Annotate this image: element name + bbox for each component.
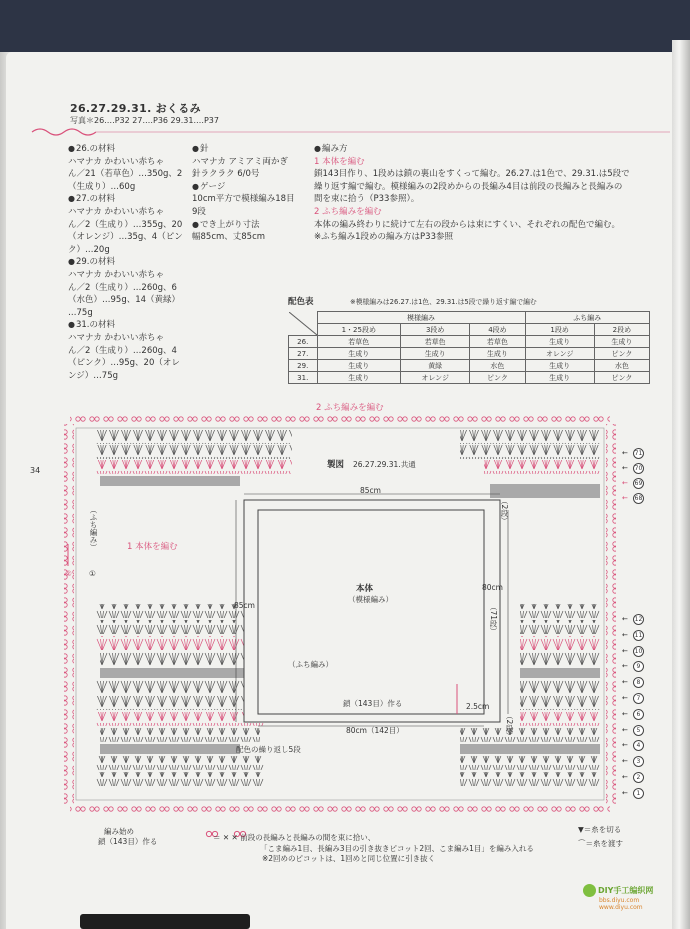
- seizu-title: 製図: [327, 460, 345, 470]
- header-decoration: [30, 126, 670, 138]
- legend-join-text: ＝糸を渡す: [585, 839, 623, 848]
- table-cell: 生成り: [317, 348, 401, 360]
- materials-29-heading: ● 29.の材料: [68, 256, 183, 269]
- dim-bottom-label: 80cm（142目）: [346, 726, 404, 735]
- table-cell: 黄緑: [401, 360, 470, 372]
- table-cell: 生成り: [594, 336, 649, 348]
- stitch-row-pink: [96, 636, 264, 650]
- stitch-row-pink: [520, 712, 600, 726]
- stitch-row-gray: [100, 476, 240, 486]
- table-cell: 生成り: [525, 336, 594, 348]
- row-numbers-bottom: [622, 606, 644, 796]
- photo-reference: 写真＊26.…P32 27.…P36 29.31.…P37: [70, 116, 219, 125]
- row-number: ← 70: [622, 464, 643, 472]
- stitch-row: [96, 430, 292, 444]
- body-name: 本体: [356, 584, 374, 594]
- tools-column: [192, 143, 295, 244]
- row-number: ← 9: [622, 653, 644, 669]
- table-cell: 生成り: [401, 348, 470, 360]
- header-cell: 模様編み: [317, 312, 525, 324]
- row-numbers-top: [622, 440, 644, 500]
- sub-header-cell: 1段め: [525, 324, 594, 336]
- materials-29-line: ハマナカ かわいい赤ちゃ: [68, 269, 165, 280]
- row-number: ← 7: [622, 685, 644, 701]
- materials-26-line: ん／21（若草色）…350g、2: [68, 169, 183, 180]
- row-label: 29.: [289, 360, 318, 372]
- watermark: [583, 884, 653, 911]
- table-cell: 生成り: [317, 372, 401, 384]
- repeat-label: 配色の繰り返し5段: [236, 745, 301, 754]
- stitch-row-pink: [484, 460, 600, 474]
- sub-header-cell: 4段め: [470, 324, 525, 336]
- table-cell: 生成り: [470, 348, 525, 360]
- start-label: 鎖（143目）作る: [98, 837, 158, 846]
- row-number: ← 11: [622, 630, 643, 639]
- edge-picot-right: [606, 424, 616, 804]
- table-cell: オレンジ: [525, 348, 594, 360]
- color-table-title: 配色表: [288, 297, 314, 307]
- row-number: ← 69: [622, 479, 643, 487]
- edge-picot-left: [64, 424, 74, 804]
- stitch-row: [520, 696, 600, 710]
- stitch-row: [520, 680, 600, 694]
- stitch-row: [96, 445, 292, 459]
- method-step1-title: 1 本体を編む: [314, 156, 365, 167]
- legend-cut: [578, 824, 621, 835]
- stitch-row: [96, 680, 264, 694]
- stitch-row-gray: [490, 484, 600, 498]
- edge-2dan-bottom: （2段）: [505, 712, 514, 740]
- materials-27-line: （オレンジ）…35g、4（ピン: [68, 232, 183, 243]
- table-cell: 生成り: [525, 372, 594, 384]
- table-row: [289, 348, 650, 360]
- page-edge: [672, 40, 690, 929]
- table-cell: ピンク: [594, 372, 649, 384]
- tools-size-line: 幅85cm、丈85cm: [192, 232, 266, 243]
- method-step2-line: 本体の編み終わりに続けて左右の段からは束にすくい、それぞれの配色で編む。: [314, 219, 621, 230]
- stitch-row-gray: [460, 744, 600, 754]
- sub-header-cell: 1・25段め: [317, 324, 401, 336]
- table-cell: ピンク: [594, 348, 649, 360]
- watermark-text: DIY手工编织网: [598, 886, 654, 895]
- color-table-note: ※模様編みは26.27.は1色、29.31.は5段で繰り返す編で編む: [350, 298, 537, 306]
- row-number: ← 6: [622, 701, 644, 717]
- sub-header-cell: 3段め: [401, 324, 470, 336]
- legend-line: 「こま編み1目、長編み3目の引き抜きピコット2回、こま編み1目」を編み入れる: [260, 844, 534, 853]
- table-cell: オレンジ: [401, 372, 470, 384]
- materials-27-line: ハマナカ かわいい赤ちゃ: [68, 206, 165, 217]
- sub-header-cell: 2段め: [594, 324, 649, 336]
- row-number: ← 5: [622, 717, 644, 733]
- body-sub: （模様編み）: [348, 595, 393, 604]
- materials-27-line: ク）…20g: [68, 244, 110, 255]
- row-number: ← 8: [622, 669, 644, 685]
- materials-column: [68, 143, 183, 382]
- cut-triangle-icon: ▼: [578, 825, 584, 834]
- method-step1-line: 間を束に拾う（P33参照）。: [314, 194, 420, 205]
- tools-needle-line: 針ラクラク 6/0号: [192, 169, 260, 180]
- row-number: ← 12: [622, 615, 643, 623]
- tools-size-heading: ● でき上がり寸法: [192, 219, 295, 232]
- color-table: [288, 311, 650, 384]
- join-arc-icon: ⌒: [578, 839, 586, 848]
- table-row: [289, 372, 650, 384]
- edge-name: （ふち編み）: [288, 660, 333, 669]
- stitch-row: [96, 756, 264, 770]
- page-number: 34: [30, 466, 41, 475]
- stitch-row: [460, 445, 600, 459]
- dim-right-label: 80cm: [482, 583, 503, 592]
- header-cell: ふち編み: [525, 312, 649, 324]
- materials-26-heading: ● 26.の材料: [68, 143, 183, 156]
- materials-31-heading: ● 31.の材料: [68, 319, 183, 332]
- next-page-edge: [80, 914, 250, 929]
- row-number: ← 1: [622, 780, 644, 796]
- materials-31-line: ンジ）…75g: [68, 370, 118, 381]
- table-cell: 若草色: [470, 336, 525, 348]
- chain-label: 鎖（143目）作る: [343, 699, 403, 708]
- stitch-row-pink: [520, 636, 600, 650]
- edge-2dan-top: （2段）: [500, 497, 509, 525]
- tools-needle-line: ハマナカ アミアミ両かぎ: [192, 156, 289, 167]
- stitch-row: [520, 620, 600, 634]
- method-step2-line: ※ふち編み1段めの編み方はP33参照: [314, 232, 453, 243]
- start-label: 編み始め: [104, 827, 134, 836]
- table-row: [289, 360, 650, 372]
- watermark-logo-icon: [583, 884, 596, 897]
- row-number: ← 4: [622, 732, 644, 748]
- row-label: 27.: [289, 348, 318, 360]
- page-title: 26.27.29.31. おくるみ: [70, 102, 201, 115]
- legend-cut-text: ＝糸を切る: [583, 825, 622, 834]
- stitch-row: [520, 604, 600, 618]
- table-cell: 水色: [470, 360, 525, 372]
- dim-left-label: 85cm: [234, 601, 255, 610]
- left-edge-label: （ふち編み）: [89, 506, 98, 551]
- legend-line: ＝ ✕ ✕ 前段の長編みと長編みの間を束に拾い、: [213, 833, 376, 842]
- table-cell: ピンク: [470, 372, 525, 384]
- table-corner: [289, 312, 318, 336]
- edge-2-5cm: 2.5cm: [466, 702, 490, 711]
- row-label: 31.: [289, 372, 318, 384]
- method-step2-title: 2 ふち編みを編む: [314, 206, 382, 217]
- edge-section-label: 2 ふち編みを編む: [316, 403, 384, 413]
- legend-join: [578, 838, 623, 849]
- materials-29-line: ん／2（生成り）…260g、6: [68, 282, 177, 293]
- method-step1-line: 繰り返す編で編む。模様編みの2段めからの長編み4目は前段の長編みと長編みの: [314, 181, 623, 192]
- table-cell: 若草色: [317, 336, 401, 348]
- stitch-row: [460, 756, 600, 770]
- materials-31-line: ん／2（生成り）…260g、4: [68, 345, 177, 356]
- edge-picot-top: [70, 416, 610, 426]
- materials-29-line: （水色）…95g、14（黄緑）: [68, 295, 181, 306]
- row-number: ← 3: [622, 748, 644, 764]
- stitch-row: [100, 728, 260, 742]
- materials-31-line: （ピンク）…95g、20（オレ: [68, 358, 180, 369]
- stitch-row: [520, 652, 600, 666]
- row-number: ← 71: [622, 449, 643, 457]
- seizu-sub: 26.27.29.31.共通: [353, 460, 416, 469]
- materials-29-line: …75g: [68, 307, 93, 318]
- table-cell: 生成り: [525, 360, 594, 372]
- row-number: ← 68: [622, 494, 643, 502]
- rows-label: （71段）: [489, 603, 498, 636]
- table-cell: 生成り: [317, 360, 401, 372]
- body-section-label: 1 本体を編む: [127, 542, 178, 552]
- crochet-chart: [60, 414, 620, 824]
- stitch-row: [96, 620, 264, 634]
- materials-26-line: （生成り）…60g: [68, 181, 136, 192]
- stitch-row-pink: [96, 460, 292, 474]
- materials-27-line: ん／2（生成り）…355g、20: [68, 219, 183, 230]
- table-cell: 水色: [594, 360, 649, 372]
- materials-26-line: ハマナカ かわいい赤ちゃ: [68, 156, 165, 167]
- table-row: [289, 336, 650, 348]
- materials-27-heading: ● 27.の材料: [68, 193, 183, 206]
- stitch-row: [96, 696, 264, 710]
- method-step1-line: 鎖143目作り、1段めは鎖の裏山をすくって編む。26.27.は1色で、29.31.は5段で: [314, 169, 630, 180]
- row-number: ← 10: [622, 646, 643, 655]
- seizu-outer: [244, 500, 500, 722]
- watermark-text: www.diyu.com: [599, 904, 643, 911]
- stitch-row: [96, 772, 264, 786]
- legend-line: ※2回めのピコットは、1回めと同じ位置に引き抜く: [262, 854, 436, 863]
- edge-picot-bottom: [70, 802, 610, 812]
- tools-gauge-line: 10cm平方で模様編み18目: [192, 194, 295, 205]
- tools-gauge-heading: ● ゲージ: [192, 181, 295, 194]
- stitch-row-gray: [100, 744, 240, 754]
- tools-needle-heading: ● 針: [192, 143, 295, 156]
- tools-gauge-line: 9段: [192, 206, 206, 217]
- stitch-row: [460, 430, 600, 444]
- row-number: ← 2: [622, 764, 644, 780]
- method-heading: ● 編み方: [314, 143, 630, 156]
- table-cell: 若草色: [401, 336, 470, 348]
- left-circle-1: ①: [89, 569, 96, 578]
- row-label: 26.: [289, 336, 318, 348]
- stitch-row: [460, 728, 600, 742]
- method-column: [314, 143, 630, 244]
- stitch-row-gray: [520, 668, 600, 678]
- materials-31-line: ハマナカ かわいい赤ちゃ: [68, 332, 165, 343]
- left-circle-2: ②: [65, 569, 72, 578]
- stitch-row: [460, 772, 600, 786]
- stitch-row-pink: [96, 712, 264, 726]
- watermark-text: bbs.diyu.com: [599, 897, 640, 904]
- dim-top-label: 85cm: [360, 486, 381, 495]
